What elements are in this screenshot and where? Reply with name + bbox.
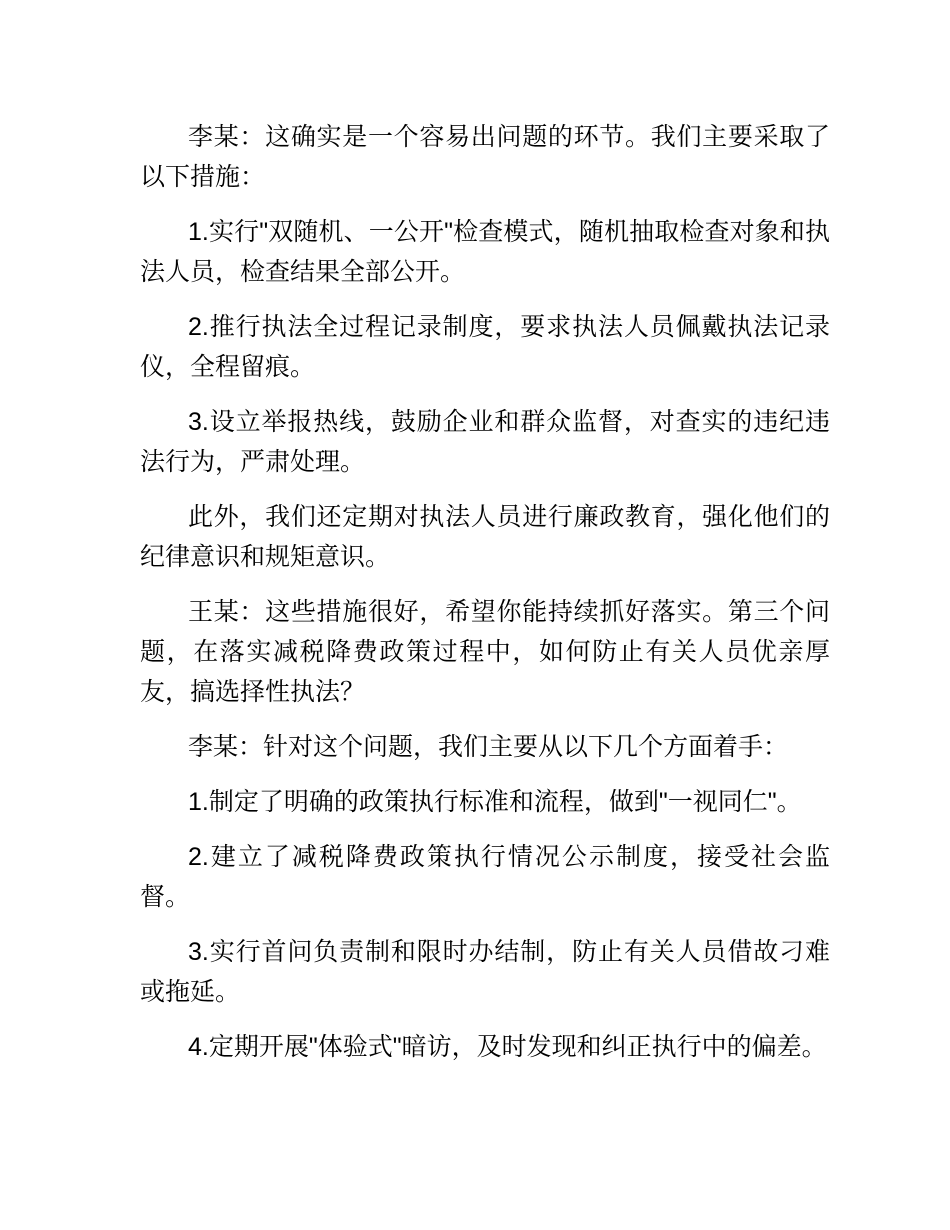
- paragraph: 李某：这确实是一个容易出问题的环节。我们主要采取了以下措施：: [140, 123, 830, 191]
- paragraph: 2.推行执法全过程记录制度，要求执法人员佩戴执法记录仪，全程留痕。: [140, 313, 830, 381]
- paragraph: 4.定期开展"体验式"暗访，及时发现和纠正执行中的偏差。: [188, 1033, 827, 1061]
- paragraph: 1.实行"双随机、一公开"检查模式，随机抽取检查对象和执法人员，检查结果全部公开。: [140, 218, 830, 286]
- paragraph: 3.设立举报热线，鼓励企业和群众监督，对查实的违纪违法行为，严肃处理。: [140, 408, 830, 476]
- paragraph: 2.建立了减税降费政策执行情况公示制度，接受社会监督。: [140, 843, 830, 911]
- document-text-block: [140, 117, 830, 1082]
- paragraph: 王某：这些措施很好，希望你能持续抓好落实。第三个问题，在落实减税降费政策过程中，如何防止有关人员优亲厚友，搞选择性执法？: [140, 598, 830, 706]
- paragraph: 李某：针对这个问题，我们主要从以下几个方面着手：: [188, 733, 789, 761]
- paragraph: 3.实行首问负责制和限时办结制，防止有关人员借故刁难或拖延。: [140, 938, 830, 1006]
- paragraph: 1.制定了明确的政策执行标准和流程，做到"一视同仁"。: [188, 788, 802, 816]
- paragraph: 此外，我们还定期对执法人员进行廉政教育，强化他们的纪律意识和规矩意识。: [140, 503, 830, 571]
